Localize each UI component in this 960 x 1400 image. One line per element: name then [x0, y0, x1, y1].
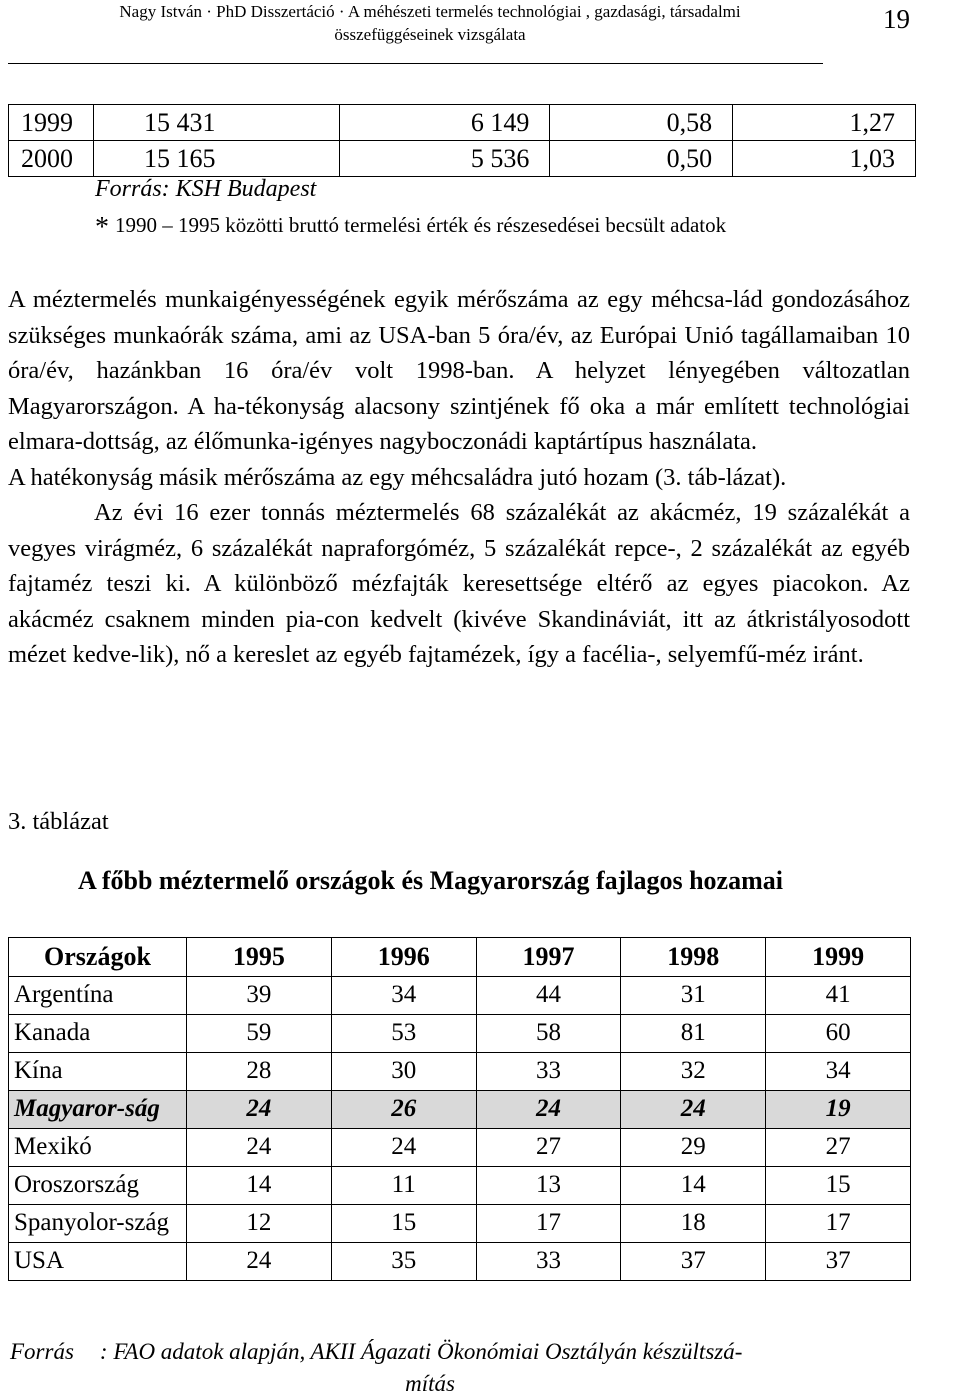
table-title: A főbb méztermelő országok és Magyarország fajlagos hozamai [78, 866, 783, 895]
table-row [9, 1053, 911, 1091]
table-cell: 44 [476, 977, 621, 1015]
page-header [0, 0, 960, 70]
column-header: 1997 [476, 938, 621, 977]
paragraph: A hatékonyság másik mérőszáma az egy méhcsaládra jutó hozam (3. táb-lázat). [8, 463, 787, 491]
table-cell: 15 [331, 1205, 476, 1243]
country-cell: Kína [9, 1053, 187, 1091]
table-cell: 0,58 [550, 105, 733, 141]
country-name: Magyaror-ság [14, 1095, 160, 1122]
table-cell: 24 [331, 1129, 476, 1167]
running-header-title [0, 0, 860, 46]
table-cell: 53 [331, 1015, 476, 1053]
table-cell: 26 [331, 1091, 476, 1129]
footnote-label: Forrás [10, 1339, 74, 1364]
table-cell: 33 [476, 1053, 621, 1091]
table-cell: 17 [766, 1205, 911, 1243]
body-text [8, 282, 910, 673]
table-cell: 24 [187, 1243, 332, 1281]
table-cell: 30 [331, 1053, 476, 1091]
table-cell: 19 [766, 1091, 911, 1129]
page-number: 19 [883, 4, 910, 34]
table-cell: 39 [187, 977, 332, 1015]
table-cell: 31 [621, 977, 766, 1015]
table-note [95, 212, 726, 244]
table-cell: 24 [621, 1091, 766, 1129]
table-cell: 37 [766, 1243, 911, 1281]
table-cell: 12 [187, 1205, 332, 1243]
table-cell: 29 [621, 1129, 766, 1167]
table-cell: 59 [187, 1015, 332, 1053]
table-cell: 33 [476, 1243, 621, 1281]
column-header: 1995 [187, 938, 332, 977]
table-cell: 24 [476, 1091, 621, 1129]
table-cell: 11 [331, 1167, 476, 1205]
table-cell: 27 [476, 1129, 621, 1167]
table-cell: 24 [187, 1129, 332, 1167]
production-table-continued [8, 104, 916, 177]
table-cell: 37 [621, 1243, 766, 1281]
table-row [9, 1129, 911, 1167]
table-cell: 58 [476, 1015, 621, 1053]
footnote-text-continued: mítás [405, 1371, 455, 1396]
table-cell: 35 [331, 1243, 476, 1281]
table-row [9, 1243, 911, 1281]
paragraph: A méztermelés munkaigényességének egyik mérőszáma az egy méhcsa-lád gondozásához szükséges munkaórák száma, ami az USA-ban 5 óra/év, az Európai Unió tagállamaiban 10 óra/év, hazánkban 16 óra/év volt 1998-ban. A helyzet lényegében változatlan Magyarországon. A ha-tékonyság alacsony szintjének fő oka a már említett technológiai elmara-dottság, az élőmunka-igényes nagyboczonádi kaptártípus használata. [8, 286, 910, 455]
table-cell: 81 [621, 1015, 766, 1053]
table-source: Forrás: KSH Budapest [95, 176, 317, 202]
table-cell: 32 [621, 1053, 766, 1091]
table-row [9, 977, 911, 1015]
country-cell: Spanyolor-szág [9, 1205, 187, 1243]
table-row [9, 141, 916, 177]
table-row [9, 1205, 911, 1243]
table-row-highlighted [9, 1091, 911, 1129]
table-label: 3. táblázat [8, 808, 109, 835]
country-cell [9, 1091, 187, 1129]
paragraph: Az évi 16 ezer tonnás méztermelés 68 százalékát az akácméz, 19 százalékát a vegyes virágméz, 6 százalékát napraforgóméz, 5 százalékát repce-, 2 százalékát az egyéb fajtaméz teszi ki. A különböző mézfajták keresettsége eltérő az egyes piacokon. Az akácméz csaknem minden pia-con kedvelt (kivéve Skandináviát, itt az átkristályosodott mézet kedve-lik), nő a kereslet az egyéb fajtamézek, így a facélia-, selyemfű-méz iránt. [8, 499, 910, 668]
table-cell: 1,27 [733, 105, 916, 141]
table-row [9, 105, 916, 141]
table-cell: 34 [331, 977, 476, 1015]
table-cell: 0,50 [550, 141, 733, 177]
table-cell: 18 [621, 1205, 766, 1243]
table-cell: 15 165 [94, 141, 340, 177]
table-cell: 17 [476, 1205, 621, 1243]
table-cell: 60 [766, 1015, 911, 1053]
asterisk-marker: * [95, 212, 109, 243]
table-row [9, 1015, 911, 1053]
country-cell: Oroszország [9, 1167, 187, 1205]
column-header: 1996 [331, 938, 476, 977]
table-cell: 15 431 [94, 105, 340, 141]
column-header: 1998 [621, 938, 766, 977]
table-cell: 14 [187, 1167, 332, 1205]
country-cell: Mexikó [9, 1129, 187, 1167]
table-cell: 2000 [9, 141, 94, 177]
table-cell: 1999 [9, 105, 94, 141]
table-note-text: 1990 – 1995 közötti bruttó termelési érték és részesedései becsült adatok [115, 213, 727, 237]
header-title-line2: összefüggéseinek vizsgálata [334, 25, 526, 44]
footnote-text: : FAO adatok alapján, AKII Ágazati Ökonómiai Osztályán készültszá- [99, 1339, 743, 1364]
country-cell: Kanada [9, 1015, 187, 1053]
table-cell: 6 149 [340, 105, 550, 141]
table-cell: 28 [187, 1053, 332, 1091]
table-footnote [10, 1336, 910, 1400]
table-cell: 15 [766, 1167, 911, 1205]
column-header: 1999 [766, 938, 911, 977]
table-cell: 41 [766, 977, 911, 1015]
header-divider [8, 63, 823, 64]
table-cell: 1,03 [733, 141, 916, 177]
table-cell: 27 [766, 1129, 911, 1167]
table-row [9, 1167, 911, 1205]
table-cell: 34 [766, 1053, 911, 1091]
column-header: Országok [9, 938, 187, 977]
table-cell: 24 [187, 1091, 332, 1129]
table-cell: 14 [621, 1167, 766, 1205]
yield-table [8, 937, 911, 1281]
table-header-row [9, 938, 911, 977]
table-cell: 13 [476, 1167, 621, 1205]
header-title-line1: Nagy István · PhD Disszertáció · A méhészeti termelés technológiai , gazdasági, társadalmi [119, 2, 741, 21]
country-cell: Argentína [9, 977, 187, 1015]
country-cell: USA [9, 1243, 187, 1281]
table-cell: 5 536 [340, 141, 550, 177]
